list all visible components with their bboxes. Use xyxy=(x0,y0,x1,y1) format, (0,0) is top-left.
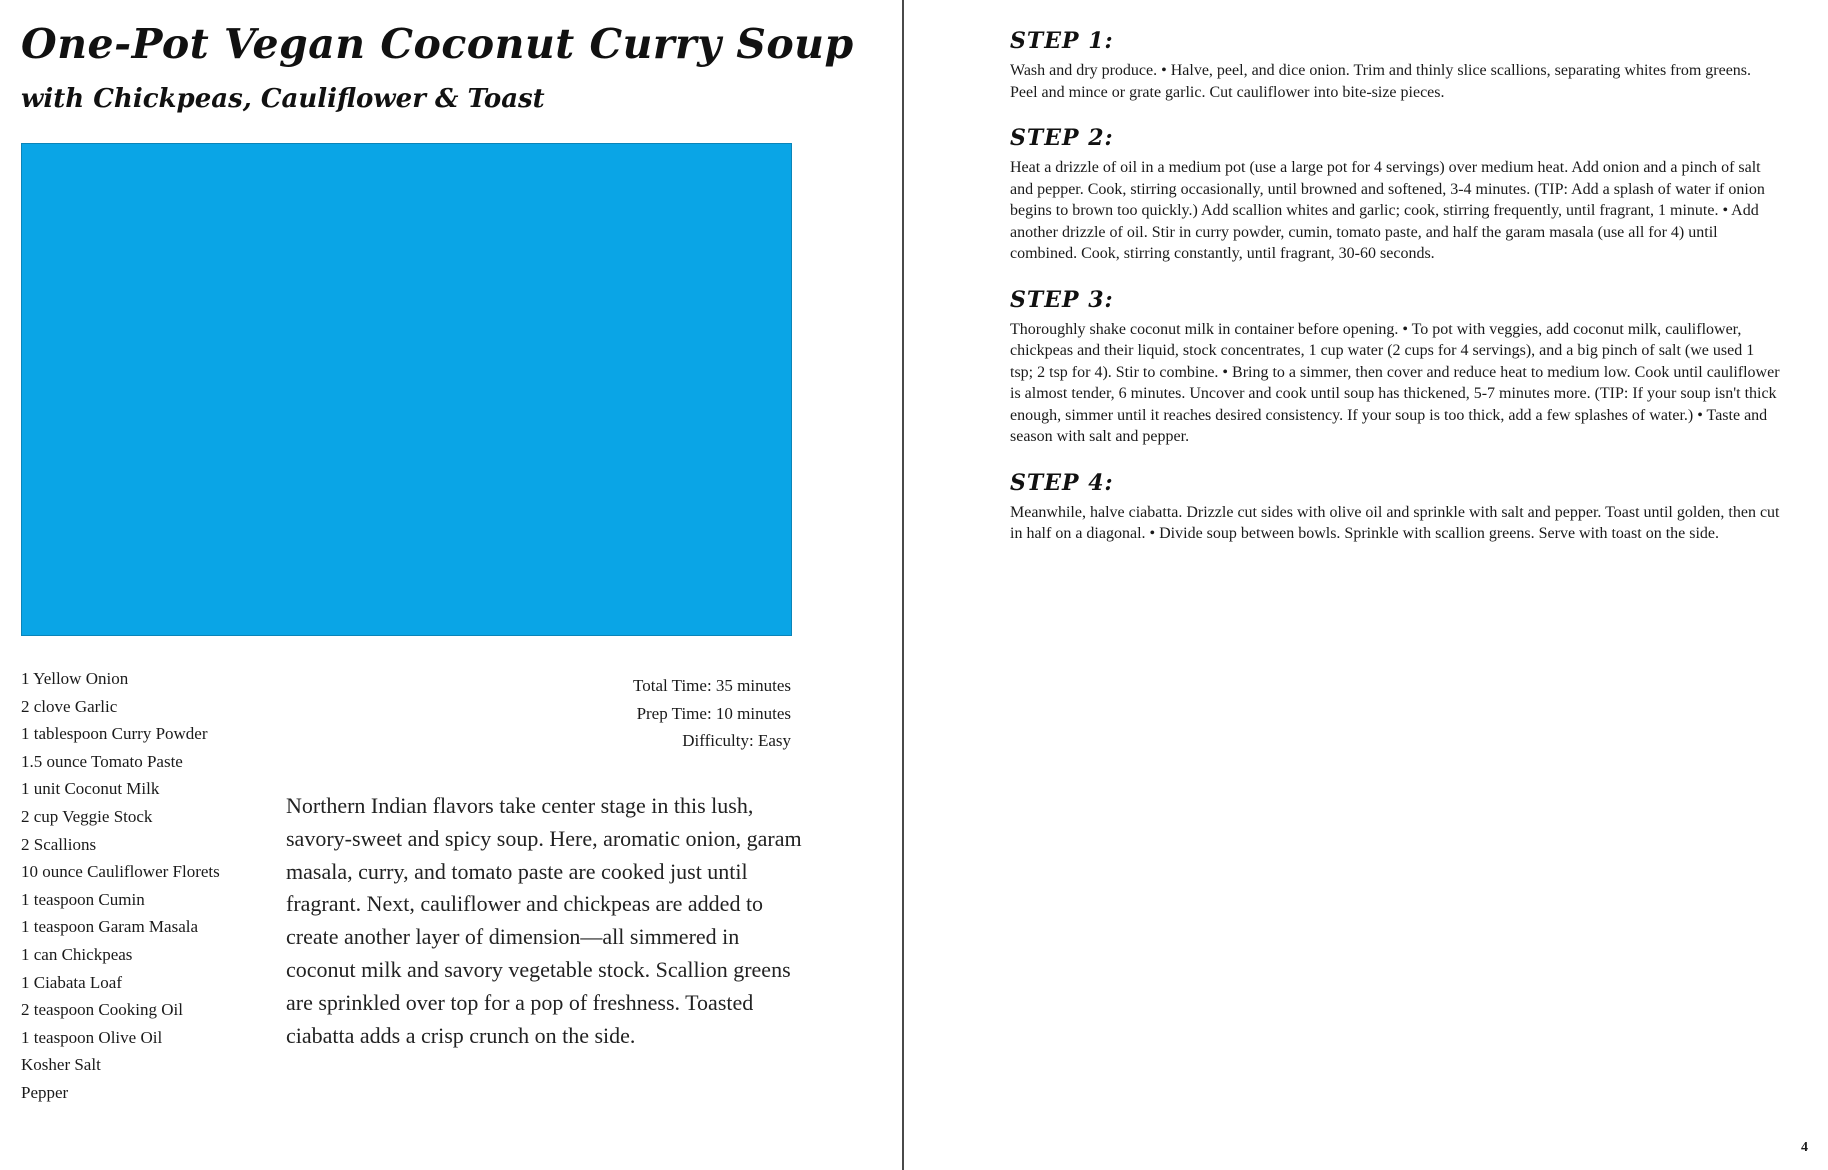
ingredient-item: 1 teaspoon Garam Masala xyxy=(21,917,199,937)
step-heading: STEP 1: xyxy=(1010,28,1114,54)
right-page xyxy=(904,0,1828,1170)
recipe-description: Northern Indian flavors take center stage in this lush, savory-sweet and spicy soup. Here, aromatic onion, garam masala, curry, and tomato paste are cooked just until fragrant. Next, cauliflower and chickpeas are added to create another layer of dimension—all simmered in coconut milk and savory vegetable stock. Scallion greens are sprinkled over top for a pop of freshness. Toasted ciabatta adds a crisp crunch on the side. xyxy=(286,793,802,1048)
step-heading: STEP 2: xyxy=(1010,125,1114,151)
recipe-subtitle: with Chickpeas, Cauliflower & Toast xyxy=(21,84,545,114)
ingredient-item: 1 unit Coconut Milk xyxy=(21,779,160,799)
step-text: Thoroughly shake coconut milk in container before opening. • To pot with veggies, add coconut milk, cauliflower, chickpeas and their liquid, stock concentrates, 1 cup water (2 cups for 4 servings), and a big pinch of salt (we used 1 tsp; 2 tsp for 4). Stir to combine. • Bring to a simmer, then cover and reduce heat to medium low. Cook until cauliflower is almost tender, 6 minutes. Uncover and cook until soup has thickened, 5-7 minutes more. (TIP: If your soup isn't thick enough, simmer until it reaches desired consistency. If your soup is too thick, add a few splashes of water.) • Taste and season with salt and pepper. xyxy=(1010,320,1780,445)
ingredient-item: 1 can Chickpeas xyxy=(21,944,133,964)
step-1 xyxy=(1010,26,1780,103)
recipe-image-placeholder xyxy=(21,143,792,636)
left-page xyxy=(0,0,902,1170)
step-text: Heat a drizzle of oil in a medium pot (use a large pot for 4 servings) over medium heat. Add onion and a pinch of salt and pepper. Cook, stirring occasionally, until browned and softened, 3-4 minutes. (TIP: Add a splash of water if onion begins to brown too quickly.) Add scallion whites and garlic; cook, stirring frequently, until fragrant, 1 minute. • Add another drizzle of oil. Stir in curry powder, cumin, tomato paste, and half the garam masala (use all for 4) until combined. Cook, stirring constantly, until fragrant, 30-60 seconds. xyxy=(1010,159,1765,262)
step-3 xyxy=(1010,285,1780,448)
total-time: Total Time: 35 minutes xyxy=(633,676,791,695)
prep-time: Prep Time: 10 minutes xyxy=(636,703,791,723)
step-text: Meanwhile, halve ciabatta. Drizzle cut sides with olive oil and sprinkle with salt and pepper. Toast until golden, then cut in half on a diagonal. • Divide soup between bowls. Sprinkle with scallion greens. Serve with toast on the side. xyxy=(1010,503,1780,542)
step-text: Wash and dry produce. • Halve, peel, and dice onion. Trim and thinly slice scallions, separating whites from greens. Peel and mince or grate garlic. Cut cauliflower into bite-size pieces. xyxy=(1010,62,1752,101)
step-4 xyxy=(1010,468,1780,545)
ingredient-item: Kosher Salt xyxy=(21,1055,101,1075)
ingredient-item: Pepper xyxy=(21,1082,69,1102)
page-number: 4 xyxy=(1801,1140,1808,1155)
ingredient-item: 2 cup Veggie Stock xyxy=(21,806,153,826)
ingredient-item: 1 Ciabata Loaf xyxy=(21,972,123,992)
recipe-title: One-Pot Vegan Coconut Curry Soup xyxy=(21,20,854,68)
ingredient-item: 2 clove Garlic xyxy=(21,696,118,716)
step-heading: STEP 3: xyxy=(1010,286,1114,313)
ingredient-item: 1 tablespoon Curry Powder xyxy=(21,724,208,744)
ingredient-list xyxy=(21,665,220,1107)
ingredient-item: 1 teaspoon Olive Oil xyxy=(21,1027,163,1047)
ingredient-item: 2 Scallions xyxy=(21,834,97,854)
difficulty: Difficulty: Easy xyxy=(682,731,791,751)
step-list xyxy=(1010,26,1780,565)
ingredient-item: 2 teaspoon Cooking Oil xyxy=(21,1000,183,1020)
recipe-meta xyxy=(633,672,791,755)
step-2 xyxy=(1010,123,1780,265)
ingredient-item: 1 teaspoon Cumin xyxy=(21,889,145,909)
ingredient-item: 10 ounce Cauliflower Florets xyxy=(21,862,220,882)
ingredient-item: 1.5 ounce Tomato Paste xyxy=(21,751,183,771)
ingredient-item: 1 Yellow Onion xyxy=(21,669,129,688)
step-heading: STEP 4: xyxy=(1010,469,1114,496)
